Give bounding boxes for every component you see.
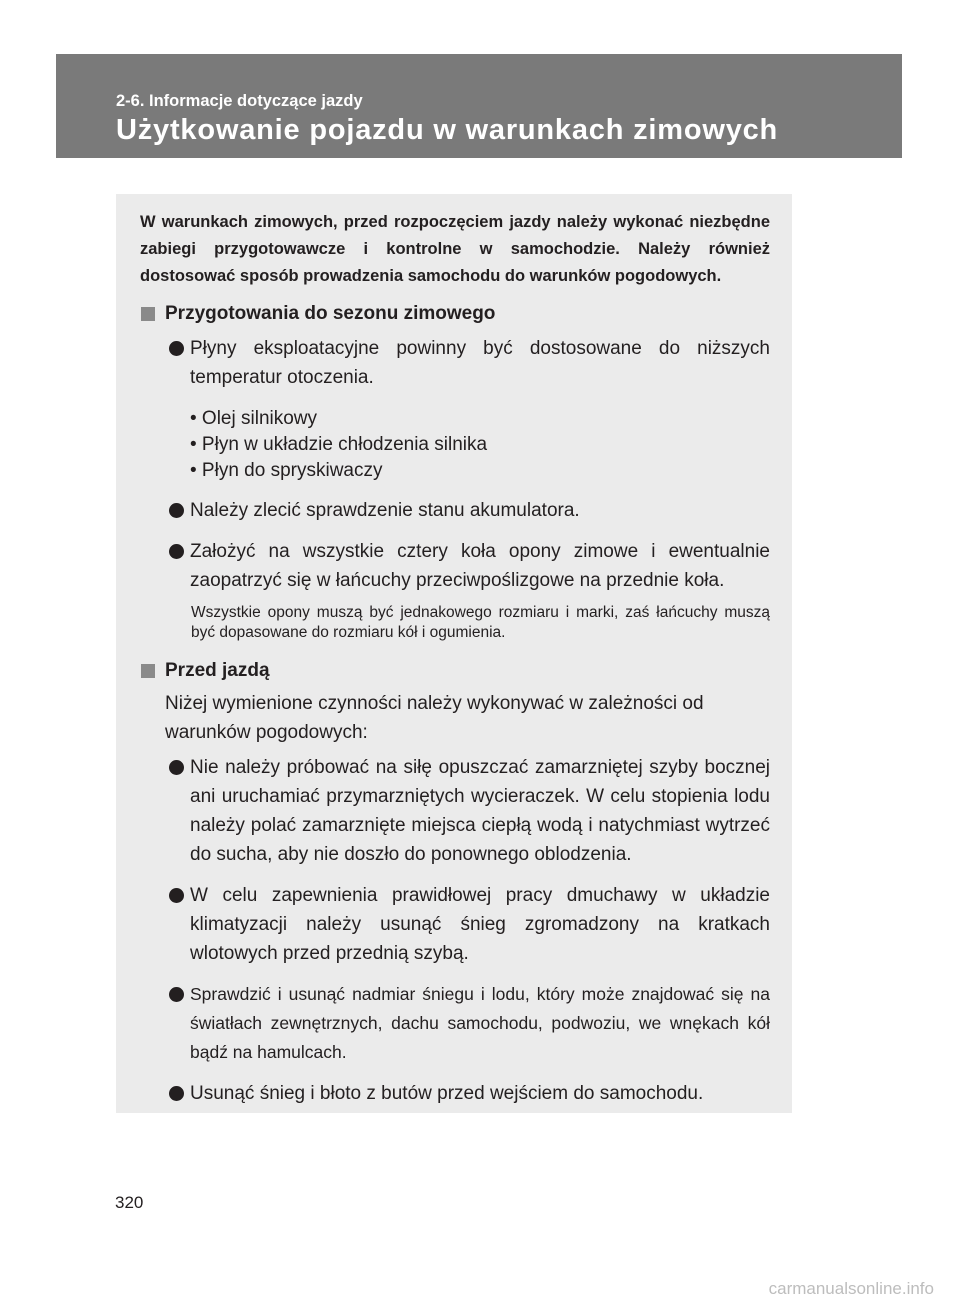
list-item-text: Sprawdzić i usunąć nadmiar śniegu i lodu, który może znajdować się na światłach zewnętrznych, dachu samochodu, podwoziu, we wnękach kół bądź na hamulcach. (190, 984, 770, 1062)
content-panel (116, 194, 792, 1113)
round-bullet-icon (169, 888, 184, 903)
page-header (56, 54, 902, 158)
list-item-text: Usunąć śnieg i błoto z butów przed wejściem do samochodu. (190, 1083, 704, 1104)
list-item (140, 496, 770, 525)
section-heading-text: Przygotowania do sezonu zimowego (165, 303, 496, 324)
round-bullet-icon (169, 544, 184, 559)
list-item-text: Należy zlecić sprawdzenie stanu akumulatora. (190, 500, 580, 521)
square-bullet-icon (141, 307, 155, 321)
sublist-item: • Płyn w układzie chłodzenia silnika (190, 434, 488, 455)
fluid-sublist (140, 406, 770, 484)
section-heading-text: Przed jazdą (165, 660, 270, 681)
section-heading-winter-prep (140, 300, 770, 328)
round-bullet-icon (169, 1086, 184, 1101)
watermark: carmanualsonline.info (768, 1279, 934, 1298)
tire-note: Wszystkie opony muszą być jednakowego rozmiaru i marki, zaś łańcuchy muszą być dopasowane do rozmiaru kół i ogumienia. (191, 604, 770, 641)
page-number: 320 (115, 1193, 144, 1212)
list-item-text: Płyny eksploatacyjne powinny być dostosowane do niższych temperatur otoczenia. (190, 338, 770, 388)
section-label: 2-6. Informacje dotyczące jazdy (116, 92, 363, 110)
square-bullet-icon (141, 664, 155, 678)
intro-paragraph: W warunkach zimowych, przed rozpoczęciem jazdy należy wykonać niezbędne zabiegi przygotowawcze i kontrolne w samochodzie. Należy również dostosować sposób prowadzenia samochodu do warunków pogodowych. (140, 213, 770, 285)
round-bullet-icon (169, 341, 184, 356)
sublist-item: • Płyn do spryskiwaczy (190, 460, 383, 481)
round-bullet-icon (169, 987, 184, 1002)
list-item-text: Założyć na wszystkie cztery koła opony zimowe i ewentualnie zaopatrzyć się w łańcuchy przeciwpoślizgowe na przednie koła. (190, 541, 770, 591)
sublist-item: • Olej silnikowy (190, 408, 318, 429)
list-item-text: Nie należy próbować na siłę opuszczać zamarzniętej szyby bocznej ani uruchamiać przymarzniętych wycieraczek. W celu stopienia lodu należy polać zamarznięte miejsca ciepłą wodą i natychmiast wytrzeć do sucha, aby nie doszło do ponownego oblodzenia. (190, 757, 770, 865)
list-item (140, 753, 770, 869)
list-item-text: W celu zapewnienia prawidłowej pracy dmuchawy w układzie klimatyzacji należy usunąć śnieg zgromadzony na kratkach wlotowych przed przednią szybą. (190, 885, 770, 964)
page-title: Użytkowanie pojazdu w warunkach zimowych (116, 114, 779, 146)
round-bullet-icon (169, 503, 184, 518)
content-inner (140, 209, 770, 1108)
list-item (140, 980, 770, 1067)
list-item (140, 537, 770, 595)
list-item (140, 881, 770, 968)
section-intro: Niżej wymienione czynności należy wykonywać w zależności od warunków pogodowych: (165, 693, 704, 743)
section-heading-before-driving (140, 657, 770, 685)
list-item (140, 1079, 770, 1108)
list-item (140, 334, 770, 392)
round-bullet-icon (169, 760, 184, 775)
